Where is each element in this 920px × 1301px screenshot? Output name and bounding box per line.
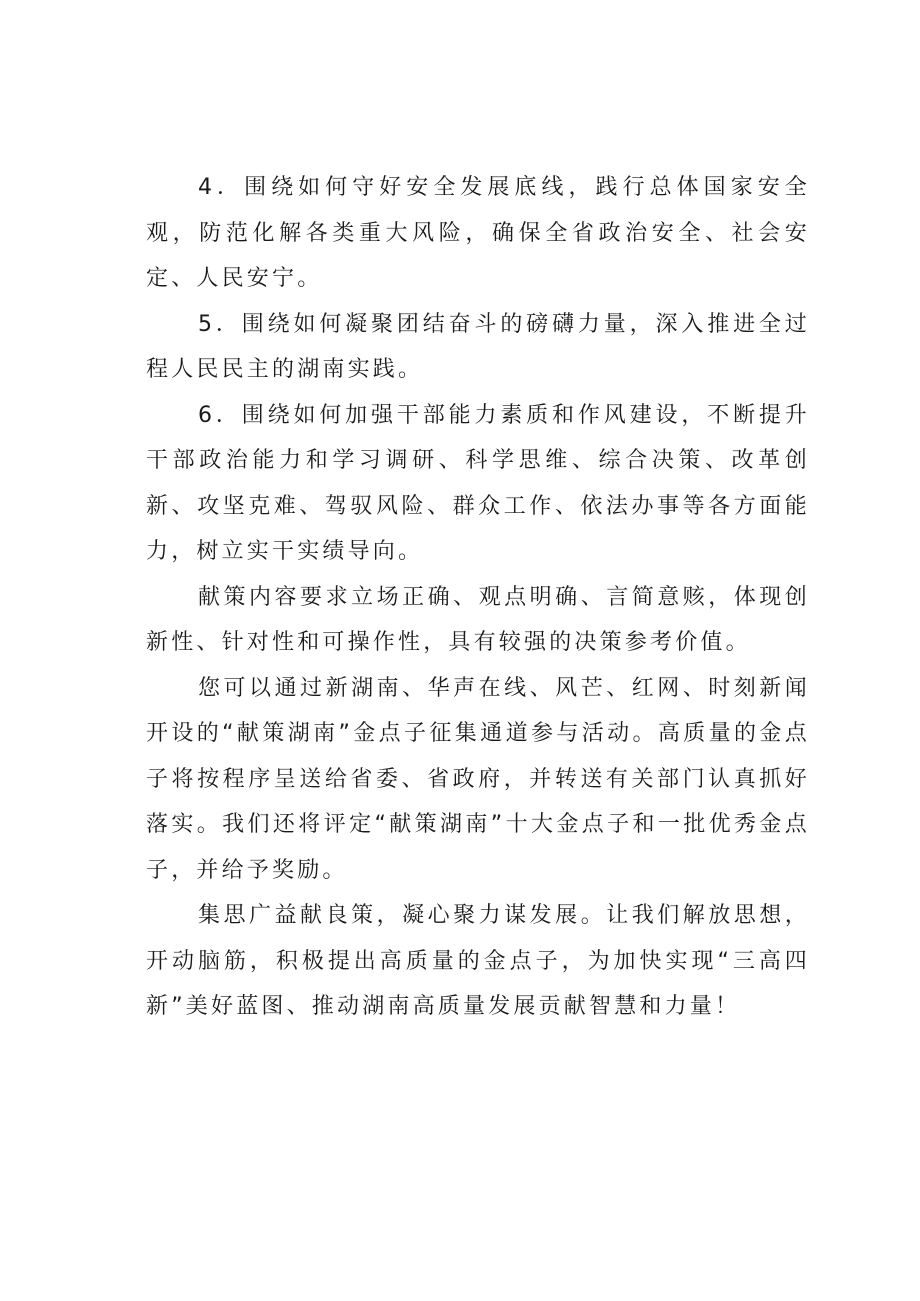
paragraph-item-5: 5．围绕如何凝聚团结奋斗的磅礴力量，深入推进全过程人民民主的湖南实践。	[146, 311, 810, 382]
document-body	[146, 165, 810, 1030]
paragraph-requirements: 献策内容要求立场正确、观点明确、言简意赅，体现创新性、针对性和可操作性，具有较强的决策参考价值。	[146, 584, 810, 655]
paragraph-participation: 您可以通过新湖南、华声在线、风芒、红网、时刻新闻开设的“献策湖南”金点子征集通道参与活动。高质量的金点子将按程序呈送给省委、省政府，并转送有关部门认真抓好落实。我们还将评定“献策湖南”十大金点子和一批优秀金点子，并给予奖励。	[146, 675, 810, 883]
paragraph-item-4: 4．围绕如何守好安全发展底线，践行总体国家安全观，防范化解各类重大风险，确保全省政治安全、社会安定、人民安宁。	[146, 175, 810, 291]
paragraph-closing: 集思广益献良策，凝心聚力谋发展。让我们解放思想，开动脑筋，积极提出高质量的金点子，为加快实现“三高四新”美好蓝图、推动湖南高质量发展贡献智慧和力量！	[146, 903, 810, 1019]
paragraph-item-6: 6．围绕如何加强干部能力素质和作风建设，不断提升干部政治能力和学习调研、科学思维、综合决策、改革创新、攻坚克难、驾驭风险、群众工作、依法办事等各方面能力，树立实干实绩导向。	[146, 402, 810, 564]
